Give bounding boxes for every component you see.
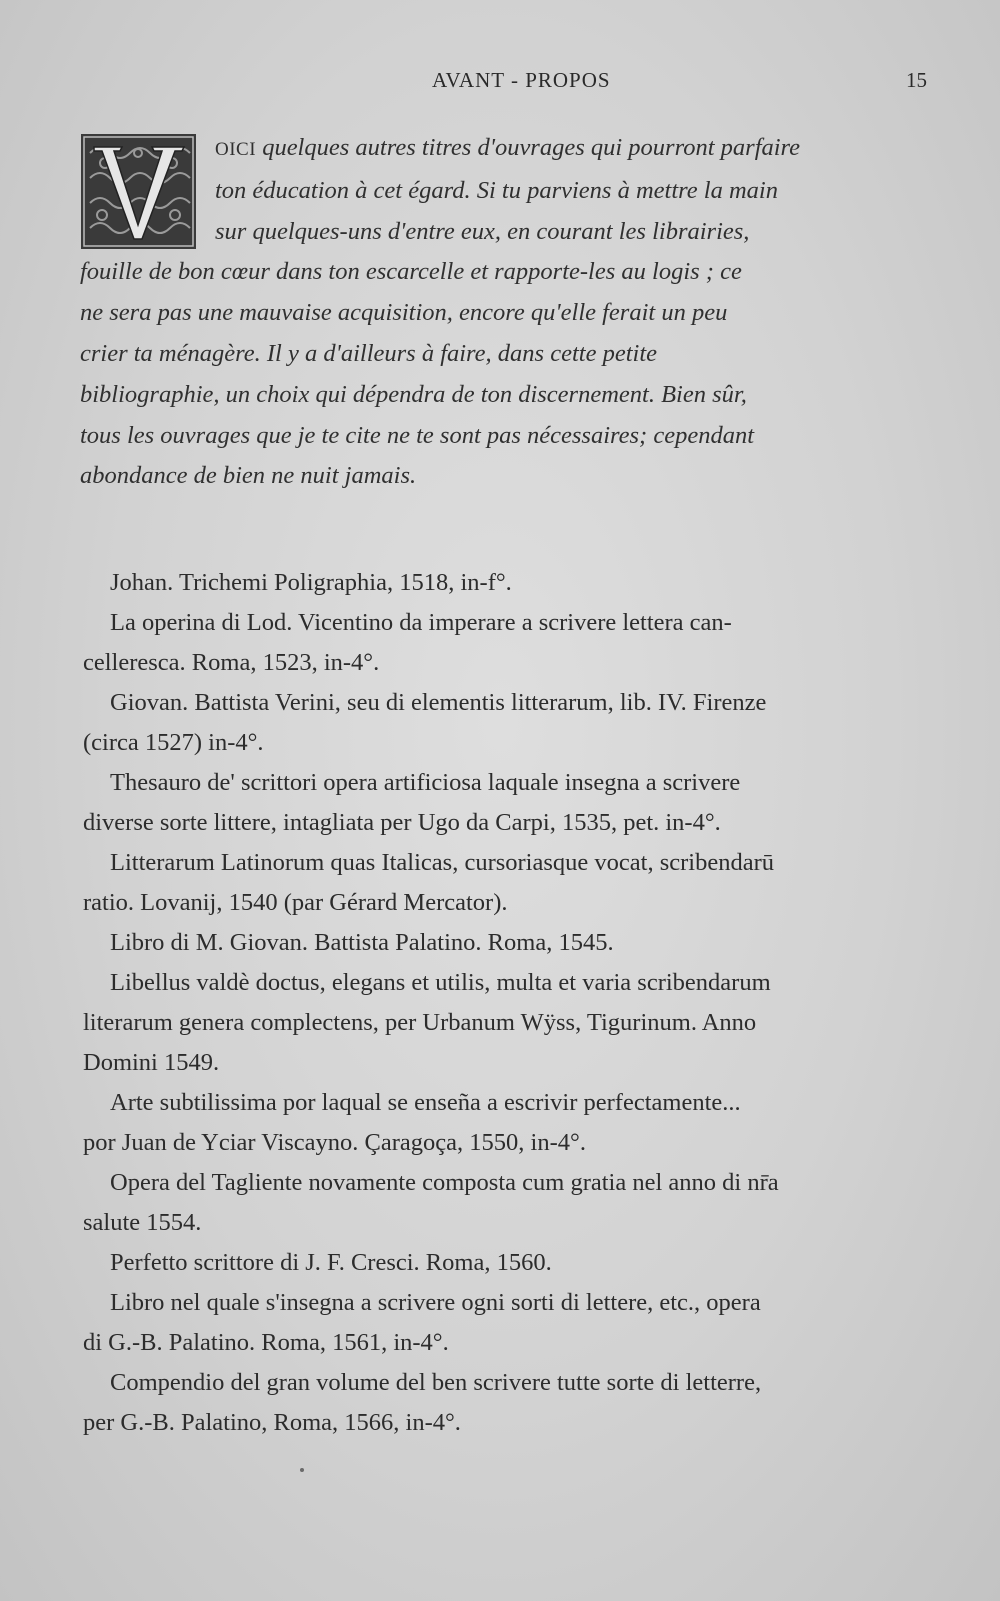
entry-line: Libellus valdè doctus, elegans et utilis, multa et varia scribendarum — [110, 969, 771, 996]
running-title: AVANT - PROPOS — [432, 68, 611, 92]
entry-line: La operina di Lod. Vicentino da imperare a scrivere lettera can- — [110, 609, 732, 636]
intro-line: ton éducation à cet égard. Si tu parviens à mettre la main — [215, 176, 778, 204]
entry-line: Thesauro de' scrittori opera artificiosa laquale insegna a scrivere — [110, 769, 741, 796]
intro-line: fouille de bon cœur dans ton escarcelle et rapporte-les au logis ; ce — [80, 258, 742, 286]
bibliography-entry — [83, 763, 938, 843]
page-number: 15 — [906, 68, 927, 92]
intro-paragraph — [80, 128, 938, 497]
entry-line: Johan. Trichemi Poligraphia, 1518, in-f°. — [110, 569, 512, 596]
entry-line: Domini 1549. — [83, 1049, 220, 1076]
intro-line: sur quelques-uns d'entre eux, en courant les librairies, — [215, 217, 750, 245]
paper-speck — [300, 1468, 304, 1472]
bibliography-entry — [83, 923, 938, 963]
entry-line: Litterarum Latinorum quas Italicas, cursoriasque vocat, scribendarū — [110, 849, 774, 876]
entry-line: por Juan de Yciar Viscayno. Çaragoça, 1550, in-4°. — [83, 1129, 586, 1156]
bibliography-entry — [83, 1163, 938, 1243]
entry-line: celleresca. Roma, 1523, in-4°. — [83, 649, 380, 676]
entry-line: salute 1554. — [83, 1209, 202, 1236]
bibliography-entry — [83, 963, 938, 1083]
intro-line: OICI quelques autres titres d'ouvrages qui pourront parfaire — [215, 134, 801, 161]
bibliography-entry — [83, 563, 938, 603]
intro-line: bibliographie, un choix qui dépendra de ton discernement. Bien sûr, — [80, 380, 747, 408]
entry-line: per G.-B. Palatino, Roma, 1566, in-4°. — [83, 1409, 461, 1436]
entry-line: Arte subtilissima por laqual se enseña a escrivir perfectamente... — [110, 1089, 741, 1116]
bibliography-entry — [83, 843, 938, 923]
intro-line: crier ta ménagère. Il y a d'ailleurs à faire, dans cette petite — [80, 339, 657, 367]
intro-line: ne sera pas une mauvaise acquisition, encore qu'elle ferait un peu — [80, 299, 728, 327]
entry-line: Perfetto scrittore di J. F. Cresci. Roma, 1560. — [110, 1249, 552, 1276]
entry-line: ratio. Lovanij, 1540 (par Gérard Mercator). — [83, 889, 508, 916]
entry-line: Giovan. Battista Verini, seu di elementis litterarum, lib. IV. Firenze — [110, 689, 767, 716]
bibliography-entry — [83, 1283, 938, 1363]
bibliography-entry — [83, 1083, 938, 1163]
entry-line: Libro di M. Giovan. Battista Palatino. Roma, 1545. — [110, 929, 614, 956]
entry-line: (circa 1527) in-4°. — [83, 729, 264, 756]
entry-line: literarum genera complectens, per Urbanum Wÿss, Tigurinum. Anno — [83, 1009, 757, 1036]
bibliography-entry — [83, 1363, 938, 1443]
bibliography-list — [83, 563, 938, 1443]
intro-small-caps-word: OICI — [215, 139, 257, 160]
entry-line: Libro nel quale s'insegna a scrivere ogni sorti di lettere, etc., opera — [110, 1289, 761, 1316]
intro-line: abondance de bien ne nuit jamais. — [80, 462, 417, 490]
entry-line: Opera del Tagliente novamente composta cum gratia nel anno di nr̄a — [110, 1169, 779, 1196]
entry-line: diverse sorte littere, intagliata per Ugo da Carpi, 1535, pet. in-4°. — [83, 809, 721, 836]
bibliography-entry — [83, 683, 938, 763]
intro-line: tous les ouvrages que je te cite ne te sont pas nécessaires; cependant — [80, 421, 755, 449]
bibliography-entry — [83, 1243, 938, 1283]
entry-line: di G.-B. Palatino. Roma, 1561, in-4°. — [83, 1329, 449, 1356]
entry-line: Compendio del gran volume del ben scrivere tutte sorte di letterre, — [110, 1369, 762, 1396]
bibliography-entry — [83, 603, 938, 683]
